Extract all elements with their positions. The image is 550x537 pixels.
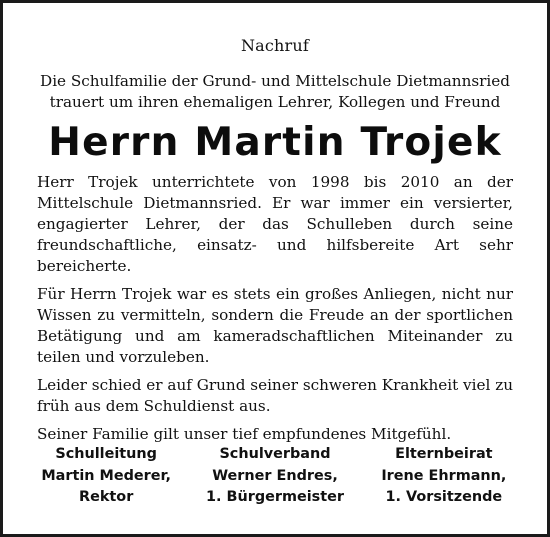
- signature-person: Werner Endres,: [212, 467, 338, 484]
- notice-heading: Nachruf: [240, 36, 310, 55]
- intro-line-1: Die Schulfamilie der Grund- und Mittelschule Dietmannsried: [40, 72, 510, 90]
- signature-role: Rektor: [79, 489, 134, 505]
- signature-person: Irene Ehrmann,: [381, 467, 507, 484]
- signatures: [23, 444, 527, 509]
- paragraph-teaching: Herr Trojek unterrichtete von 1998 bis 2010 an der Mittelschule Dietmannsried. Er war immer ein versierter, engagierter Lehrer, der das Schulleben durch seine freundschaftliche, einsatz- und hilfsbereite Art sehr bereicherte.: [37, 173, 513, 275]
- signature-org: Elternbeirat: [395, 446, 493, 462]
- paragraph-commitment: Für Herrn Trojek war es stets ein großes Anliegen, nicht nur Wissen zu vermitteln, sondern die Freude an der sportlichen Betätigung und am kameradschaftlichen Miteinander zu teilen und vorzuleben.: [37, 285, 513, 366]
- deceased-name: Herrn Martin Trojek: [48, 120, 502, 165]
- paragraph-condolence: Seiner Familie gilt unser tief empfundenes Mitgefühl.: [37, 425, 452, 443]
- intro-text: [37, 71, 513, 113]
- signature-person: Martin Mederer,: [41, 467, 171, 484]
- signature-school-association: [192, 444, 358, 509]
- signature-parents-council: [361, 444, 527, 509]
- obituary-body: [37, 172, 513, 445]
- signature-role: 1. Bürgermeister: [206, 489, 344, 505]
- signature-org: Schulleitung: [55, 446, 157, 462]
- intro-line-2: trauert um ihren ehemaligen Lehrer, Kollegen und Freund: [49, 93, 501, 111]
- signature-org: Schulverband: [219, 446, 331, 462]
- paragraph-illness: Leider schied er auf Grund seiner schweren Krankheit viel zu früh aus dem Schuldienst aus.: [37, 376, 513, 415]
- signature-school-management: [23, 444, 189, 509]
- signature-role: 1. Vorsitzende: [385, 489, 503, 505]
